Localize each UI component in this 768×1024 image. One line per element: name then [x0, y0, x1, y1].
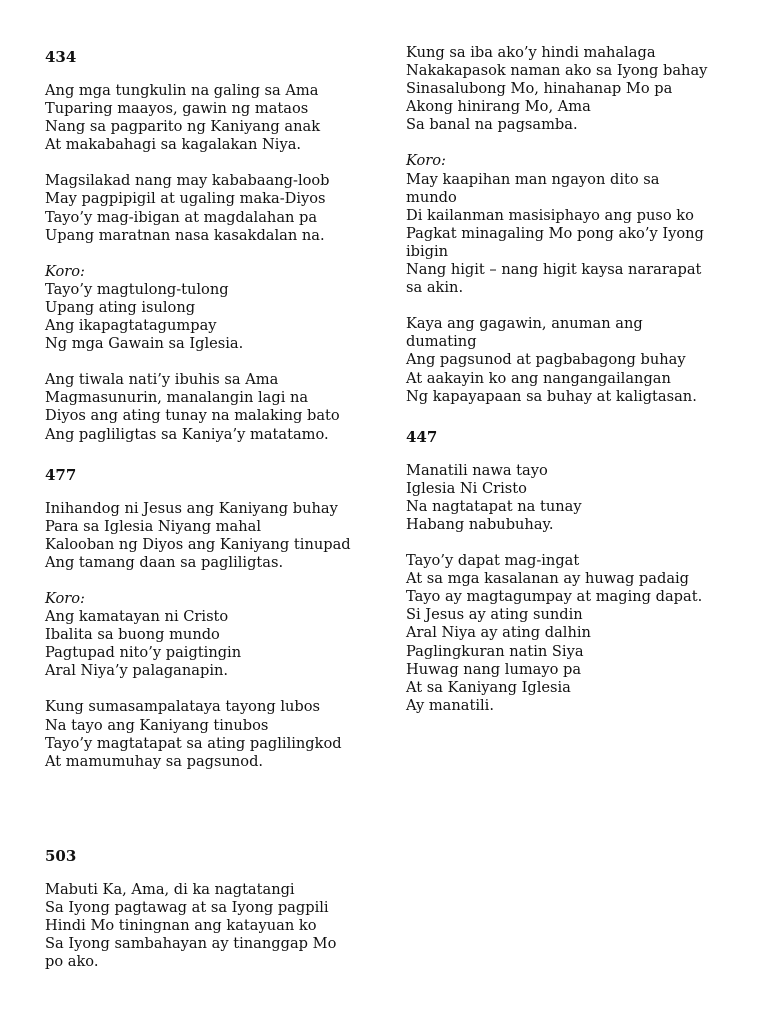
- stanza: [45, 82, 375, 154]
- hymn-number-434: 434: [45, 48, 77, 66]
- lyric-line: Sinasalubong Mo, hinahanap Mo pa: [406, 80, 673, 98]
- lyric-line: mundo: [406, 188, 457, 206]
- lyric-line: Paglingkuran natin Siya: [406, 642, 584, 660]
- koro-label: Koro:: [45, 589, 85, 607]
- stanza: [406, 44, 746, 134]
- lyric-line: Akong hinirang Mo, Ama: [406, 98, 591, 116]
- lyric-line: Di kailanman masisiphayo ang puso ko: [406, 206, 694, 224]
- chorus: [406, 171, 746, 298]
- lyric-line: Ang mga tungkulin na galing sa Ama: [45, 82, 319, 99]
- lyric-line: Para sa Iglesia Niyang mahal: [45, 517, 261, 535]
- lyric-line: Inihandog ni Jesus ang Kaniyang buhay: [45, 499, 338, 517]
- lyric-line: Sa Iyong sambahayan ay tinanggap Mo: [45, 935, 337, 953]
- chorus: [45, 281, 375, 353]
- stanza: [406, 315, 746, 405]
- lyric-line: At makabahagi sa kagalakan Niya.: [45, 136, 302, 154]
- right-column: [406, 44, 746, 715]
- lyric-line: At sa Kaniyang Iglesia: [406, 678, 571, 696]
- stanza: [45, 500, 375, 572]
- lyric-line: Ang pagsunod at pagbabagong buhay: [406, 351, 686, 369]
- lyric-line: At mamumuhay sa pagsunod.: [45, 752, 264, 770]
- lyric-line: Sa banal na pagsamba.: [406, 116, 578, 134]
- lyric-line: Pagtupad nito’y paigtingin: [45, 644, 242, 662]
- lyric-line: Na tayo ang Kaniyang tinubos: [45, 716, 269, 734]
- hymn-number-477: 477: [45, 465, 77, 484]
- stanza: [406, 462, 746, 534]
- stanza: [406, 552, 746, 715]
- lyric-line: Habang nabubuhay.: [406, 515, 554, 533]
- lyric-line: Ang pagliligtas sa Kaniya’y matatamo.: [45, 425, 329, 443]
- lyric-line: Kaya ang gagawin, anuman ang: [406, 315, 643, 333]
- lyric-line: Tayo’y magtulong-tulong: [45, 280, 229, 298]
- lyric-line: Huwag nang lumayo pa: [406, 660, 582, 678]
- lyric-line: Kalooban ng Diyos ang Kaniyang tinupad: [45, 535, 351, 553]
- lyric-line: Upang maratnan nasa kasakdalan na.: [45, 226, 325, 244]
- lyric-line: Nakakapasok naman ako sa Iyong bahay: [406, 62, 708, 80]
- lyric-line: Ang tamang daan sa pagliligtas.: [45, 553, 284, 571]
- lyric-line: Ang tiwala nati’y ibuhis sa Ama: [45, 371, 279, 389]
- lyric-line: Ng kapayapaan sa buhay at kaligtasan.: [406, 387, 697, 405]
- lyric-line: Tayo’y dapat mag-ingat: [406, 552, 580, 570]
- koro-label: Koro:: [406, 152, 446, 170]
- lyric-line: Diyos ang ating tunay na malaking bato: [45, 407, 340, 425]
- lyric-line: May kaapihan man ngayon dito sa: [406, 170, 660, 188]
- lyric-line: Tayo ay magtagumpay at maging dapat.: [406, 588, 703, 606]
- lyric-line: dumating: [406, 333, 477, 351]
- lyric-line: sa akin.: [406, 279, 464, 297]
- lyric-line: Iglesia Ni Cristo: [406, 479, 527, 497]
- lyric-line: Tayo’y mag-ibigan at magdalahan pa: [45, 208, 318, 226]
- lyric-line: Magsilakad nang may kababaang-loob: [45, 172, 330, 190]
- lyric-line: Tayo’y magtatapat sa ating paglilingkod: [45, 734, 342, 752]
- lyric-line: Hindi Mo tiningnan ang katayuan ko: [45, 917, 317, 934]
- lyric-line: po ako.: [45, 953, 99, 971]
- lyric-line: Ng mga Gawain sa Iglesia.: [45, 335, 244, 353]
- lyric-line: ibigin: [406, 242, 449, 260]
- lyric-line: Upang ating isulong: [45, 298, 196, 316]
- lyric-line: Ang ikapagtatagumpay: [45, 317, 217, 335]
- lyric-line: Kung sa iba ako’y hindi mahalaga: [406, 44, 656, 61]
- lyric-line: At aakayin ko ang nangangailangan: [406, 369, 671, 387]
- lyric-line: Mabuti Ka, Ama, di ka nagtatangi: [45, 880, 295, 898]
- stanza: [45, 698, 375, 770]
- lyric-line: Pagkat minagaling Mo pong ako’y Iyong: [406, 224, 704, 242]
- chorus: [45, 608, 375, 680]
- hymn-number-447: 447: [406, 427, 438, 446]
- lyric-line: Manatili nawa tayo: [406, 461, 548, 479]
- lyric-line: Kung sumasampalataya tayong lubos: [45, 698, 321, 716]
- lyric-line: Magmasunurin, manalangin lagi na: [45, 389, 309, 407]
- stanza: [45, 172, 375, 244]
- koro-label: Koro:: [45, 262, 85, 280]
- lyric-line: Sa Iyong pagtawag at sa Iyong pagpili: [45, 898, 329, 916]
- lyric-line: Si Jesus ay ating sundin: [406, 606, 583, 624]
- lyric-line: Aral Niya ay ating dalhin: [406, 624, 591, 642]
- lyric-line: Nang higit – nang higit kaysa nararapat: [406, 261, 702, 279]
- stanza: [45, 371, 375, 443]
- lyric-line: Aral Niya’y palaganapin.: [45, 662, 229, 680]
- lyric-line: At sa mga kasalanan ay huwag padaig: [406, 570, 690, 588]
- left-column: [45, 44, 375, 971]
- lyric-line: Tuparing maayos, gawin ng mataos: [45, 100, 309, 118]
- lyric-line: Ay manatili.: [406, 696, 494, 714]
- lyric-line: Ang kamatayan ni Cristo: [45, 608, 229, 626]
- lyric-line: May pagpipigil at ugaling maka-Diyos: [45, 190, 326, 208]
- hymn-number-503: 503: [45, 846, 77, 865]
- lyric-line: Ibalita sa buong mundo: [45, 626, 220, 644]
- lyric-line: Nang sa pagparito ng Kaniyang anak: [45, 118, 321, 136]
- lyric-line: Na nagtatapat na tunay: [406, 497, 582, 515]
- stanza: [45, 881, 375, 971]
